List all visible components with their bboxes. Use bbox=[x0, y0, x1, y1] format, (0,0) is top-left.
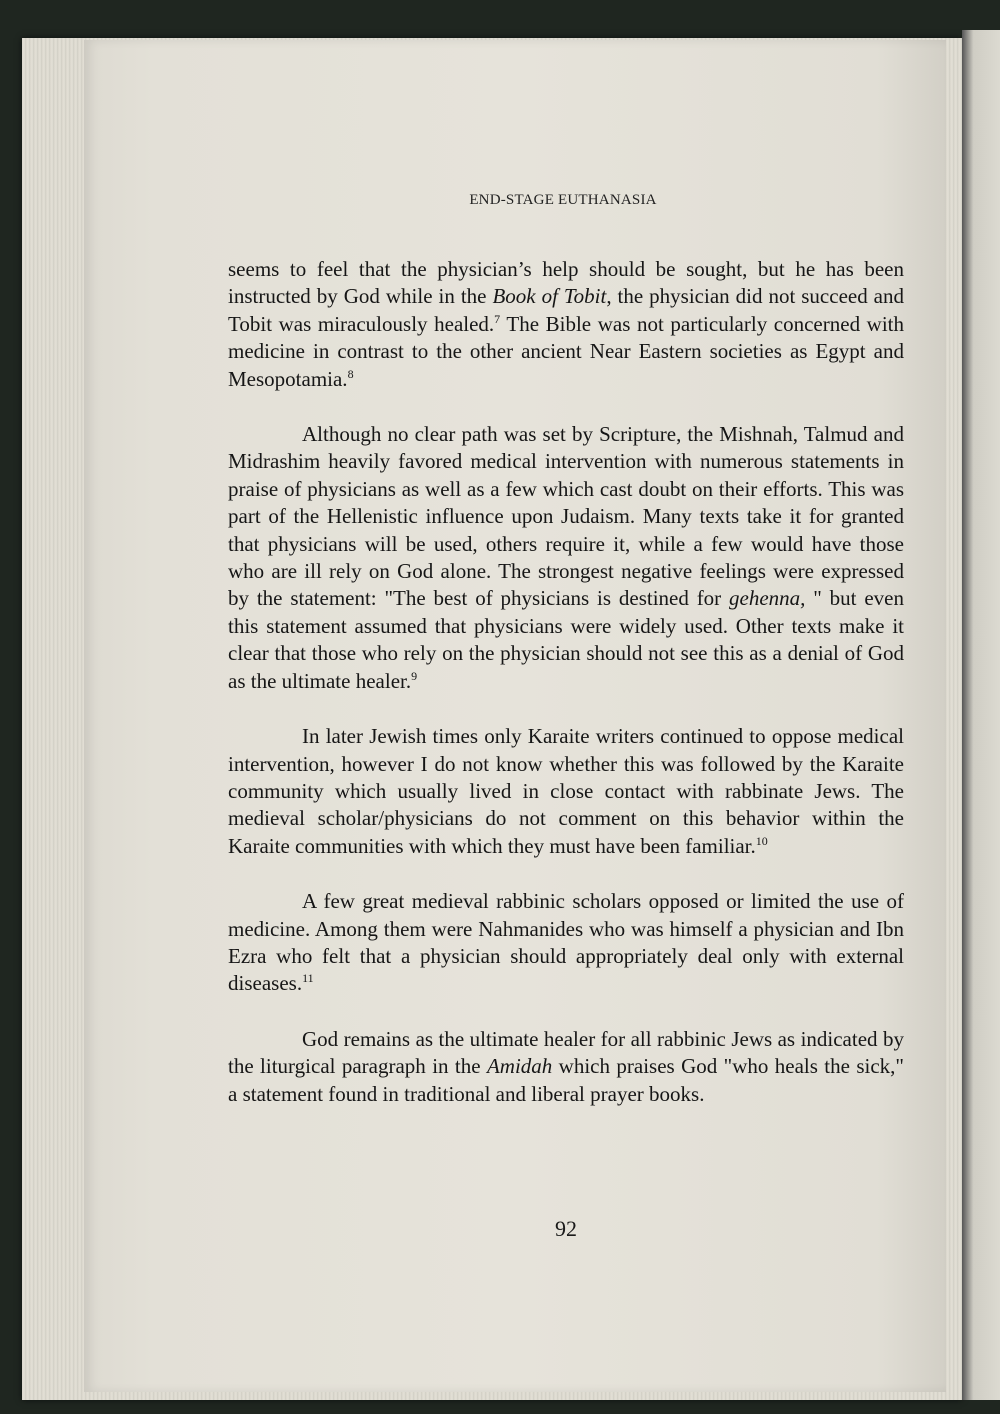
footnote-marker: 9 bbox=[411, 668, 418, 683]
footnote-marker: 11 bbox=[302, 971, 314, 986]
paragraph bbox=[228, 256, 904, 393]
page-number: 92 bbox=[555, 1216, 577, 1241]
paragraph-text: which praises God "who heals the sick," a statement found in traditional and liberal prayer books. bbox=[228, 1054, 904, 1106]
paragraph-text: seems to feel that the physician’s help should be sought, but he has been instructed by God while in the bbox=[228, 257, 904, 309]
paragraph-text: Although no clear path was set by Scripture, the Mishnah, Talmud and Midrashim heavily favored medical intervention with numerous statements in praise of physicians as well as a few which cast doubt on their efforts. This was part of the Hellenistic influence upon Judaism. Many texts take it for granted that physicians will be used, others require it, while a few would have those who are ill rely on God alone. The strongest negative feelings were expressed by the statement: "The best of physicians is destined for bbox=[228, 422, 904, 611]
paragraph-text: A few great medieval rabbinic scholars opposed or limited the use of medicine. Among them were Nahmanides who was himself a physician and Ibn Ezra who felt that a physician should appropriately deal only with external diseases. bbox=[228, 889, 904, 996]
paragraph bbox=[228, 888, 904, 998]
paragraph bbox=[228, 421, 904, 695]
paragraph-text: , the physician did not succeed and Tobit was miraculously healed. bbox=[228, 284, 905, 336]
running-head: END-STAGE EUTHANASIA bbox=[469, 192, 657, 208]
facing-page-edge bbox=[962, 30, 1000, 1400]
footnote-marker: 10 bbox=[755, 833, 768, 848]
paragraph-text: The Bible was not particularly concerned with medicine in contrast to the other ancient Near Eastern societies as Egypt and Mesopotamia. bbox=[228, 311, 904, 391]
italic-text: gehenna, bbox=[729, 586, 806, 611]
paragraph-text: In later Jewish times only Karaite writers continued to oppose medical intervention, however I do not know whether this was followed by the Karaite community which usually lived in close contact with rabbinate Jews. The medieval scholar/physicians do not comment on this behavior within the Karaite communities with which they must have been familiar. bbox=[228, 724, 904, 858]
footnote-marker: 8 bbox=[347, 366, 354, 381]
body-text bbox=[228, 256, 904, 1136]
italic-text: Amidah bbox=[486, 1054, 553, 1079]
italic-text: Book of Tobit bbox=[492, 284, 607, 309]
paragraph bbox=[228, 1026, 904, 1108]
paragraph bbox=[228, 723, 904, 860]
paragraph-text: " but even this statement assumed that physicians were widely used. Other texts make it clear that those who rely on the physician should not see this as a denial of God as the ultimate healer. bbox=[228, 586, 904, 693]
paragraph-text: God remains as the ultimate healer for all rabbinic Jews as indicated by the liturgical paragraph in the bbox=[228, 1026, 904, 1079]
footnote-marker: 7 bbox=[494, 311, 501, 326]
